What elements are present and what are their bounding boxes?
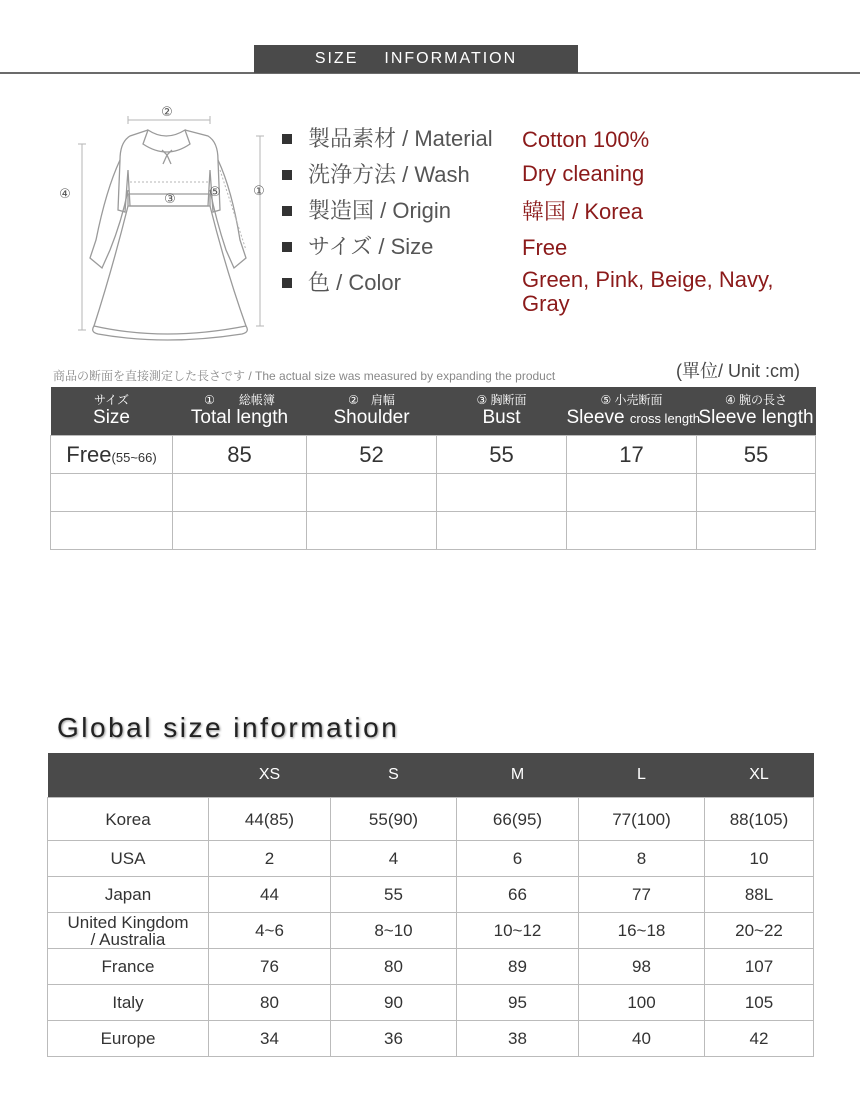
column-header-l: L: [579, 753, 705, 798]
table-cell: 85: [173, 436, 307, 474]
info-value: Dry cleaning: [522, 161, 645, 186]
table-cell: 89: [457, 949, 579, 985]
diagram-label-2: ②: [161, 105, 173, 120]
unit-label: (單位/ Unit :cm): [676, 361, 800, 381]
column-header-m: M: [457, 753, 579, 798]
table-cell: 17: [567, 436, 697, 474]
info-key: 洗浄方法 / Wash: [308, 162, 470, 187]
info-value: Green, Pink, Beige, Navy, Gray: [522, 267, 774, 316]
table-row-korea: [48, 798, 814, 841]
column-header-size: サイズ Size: [51, 387, 173, 436]
region-cell: USA: [48, 841, 209, 877]
table-cell: 38: [457, 1021, 579, 1057]
table-cell: 20~22: [705, 913, 814, 949]
header-word-1: SIZE: [314, 50, 359, 67]
table-cell: 10: [705, 841, 814, 877]
bullet-square-icon: [282, 134, 292, 144]
table-cell: 36: [331, 1021, 457, 1057]
table-cell: 52: [307, 436, 437, 474]
header-word-2: INFORMATION: [384, 50, 518, 67]
table-cell: 44(85): [209, 798, 331, 841]
table-row: [51, 436, 816, 474]
table-cell: 4~6: [209, 913, 331, 949]
table-cell: 95: [457, 985, 579, 1021]
info-key: 製造国 / Origin: [308, 198, 452, 223]
info-key: サイズ / Size: [308, 234, 434, 259]
column-header-shoulder: ② 肩幅 Shoulder: [307, 387, 437, 436]
table-cell: 76: [209, 949, 331, 985]
table-cell: 2: [209, 841, 331, 877]
measurement-table: [50, 387, 816, 550]
table-cell: 34: [209, 1021, 331, 1057]
table-cell: 107: [705, 949, 814, 985]
info-value: Cotton 100%: [522, 127, 650, 152]
table-cell: 4: [331, 841, 457, 877]
region-cell: France: [48, 949, 209, 985]
region-cell: Europe: [48, 1021, 209, 1057]
table-cell: 80: [331, 949, 457, 985]
table-row-italy: [48, 985, 814, 1021]
global-header-row: [48, 753, 814, 798]
column-header-s: S: [331, 753, 457, 798]
table-row-empty: [51, 512, 816, 550]
column-header-sleeve-length: ④ 腕の長さ Sleeve length: [697, 387, 816, 436]
table-cell: 55: [331, 877, 457, 913]
table-row-empty: [51, 474, 816, 512]
table-cell: 10~12: [457, 913, 579, 949]
table-row-europe: [48, 1021, 814, 1057]
bullet-square-icon: [282, 242, 292, 252]
measurement-header-row: [51, 387, 816, 436]
table-cell: 55: [437, 436, 567, 474]
column-header-sleeve-cross: ⑤ 小売断面 Sleeve cross length: [567, 387, 697, 436]
info-value: Free: [522, 235, 568, 260]
column-header-empty: [48, 753, 209, 798]
info-key: 色 / Color: [308, 270, 401, 295]
info-value: 韓国 / Korea: [522, 199, 644, 224]
table-cell: 8: [579, 841, 705, 877]
column-header-xl: XL: [705, 753, 814, 798]
column-header-xs: XS: [209, 753, 331, 798]
table-cell: 66(95): [457, 798, 579, 841]
table-cell: 42: [705, 1021, 814, 1057]
table-cell: 88L: [705, 877, 814, 913]
table-cell: 8~10: [331, 913, 457, 949]
table-cell: 55(90): [331, 798, 457, 841]
global-size-table: [47, 753, 814, 1057]
region-cell: Korea: [48, 798, 209, 841]
global-size-title: Global size information: [57, 712, 400, 743]
table-cell: 90: [331, 985, 457, 1021]
column-header-total-length: ① 総帳簿 Total length: [173, 387, 307, 436]
table-row-uk-australia: [48, 913, 814, 949]
dress-measurement-diagram: [50, 100, 280, 345]
bullet-square-icon: [282, 206, 292, 216]
table-cell: 77(100): [579, 798, 705, 841]
table-row-usa: [48, 841, 814, 877]
diagram-label-3: ③: [164, 192, 176, 207]
size-cell: Free(55~66): [51, 436, 173, 474]
table-cell: 44: [209, 877, 331, 913]
bullet-square-icon: [282, 278, 292, 288]
size-information-header: [254, 45, 578, 73]
table-cell: 40: [579, 1021, 705, 1057]
table-cell: 55: [697, 436, 816, 474]
region-cell: Italy: [48, 985, 209, 1021]
table-cell: 88(105): [705, 798, 814, 841]
table-cell: 98: [579, 949, 705, 985]
table-cell: 66: [457, 877, 579, 913]
table-cell: 16~18: [579, 913, 705, 949]
region-cell: United Kingdom / Australia: [48, 913, 209, 949]
region-cell: Japan: [48, 877, 209, 913]
diagram-label-1: ①: [253, 184, 265, 199]
table-row-france: [48, 949, 814, 985]
diagram-label-5: ⑤: [209, 185, 221, 200]
table-row-japan: [48, 877, 814, 913]
column-header-bust: ③ 胸断面 Bust: [437, 387, 567, 436]
measurement-note: 商品の断面を直接測定した長さです / The actual size was measured by expanding the product: [53, 369, 556, 383]
bullet-square-icon: [282, 170, 292, 180]
diagram-label-4: ④: [59, 187, 71, 202]
table-cell: 6: [457, 841, 579, 877]
info-key: 製品素材 / Material: [308, 126, 493, 151]
table-cell: 80: [209, 985, 331, 1021]
table-cell: 100: [579, 985, 705, 1021]
table-cell: 105: [705, 985, 814, 1021]
table-cell: 77: [579, 877, 705, 913]
